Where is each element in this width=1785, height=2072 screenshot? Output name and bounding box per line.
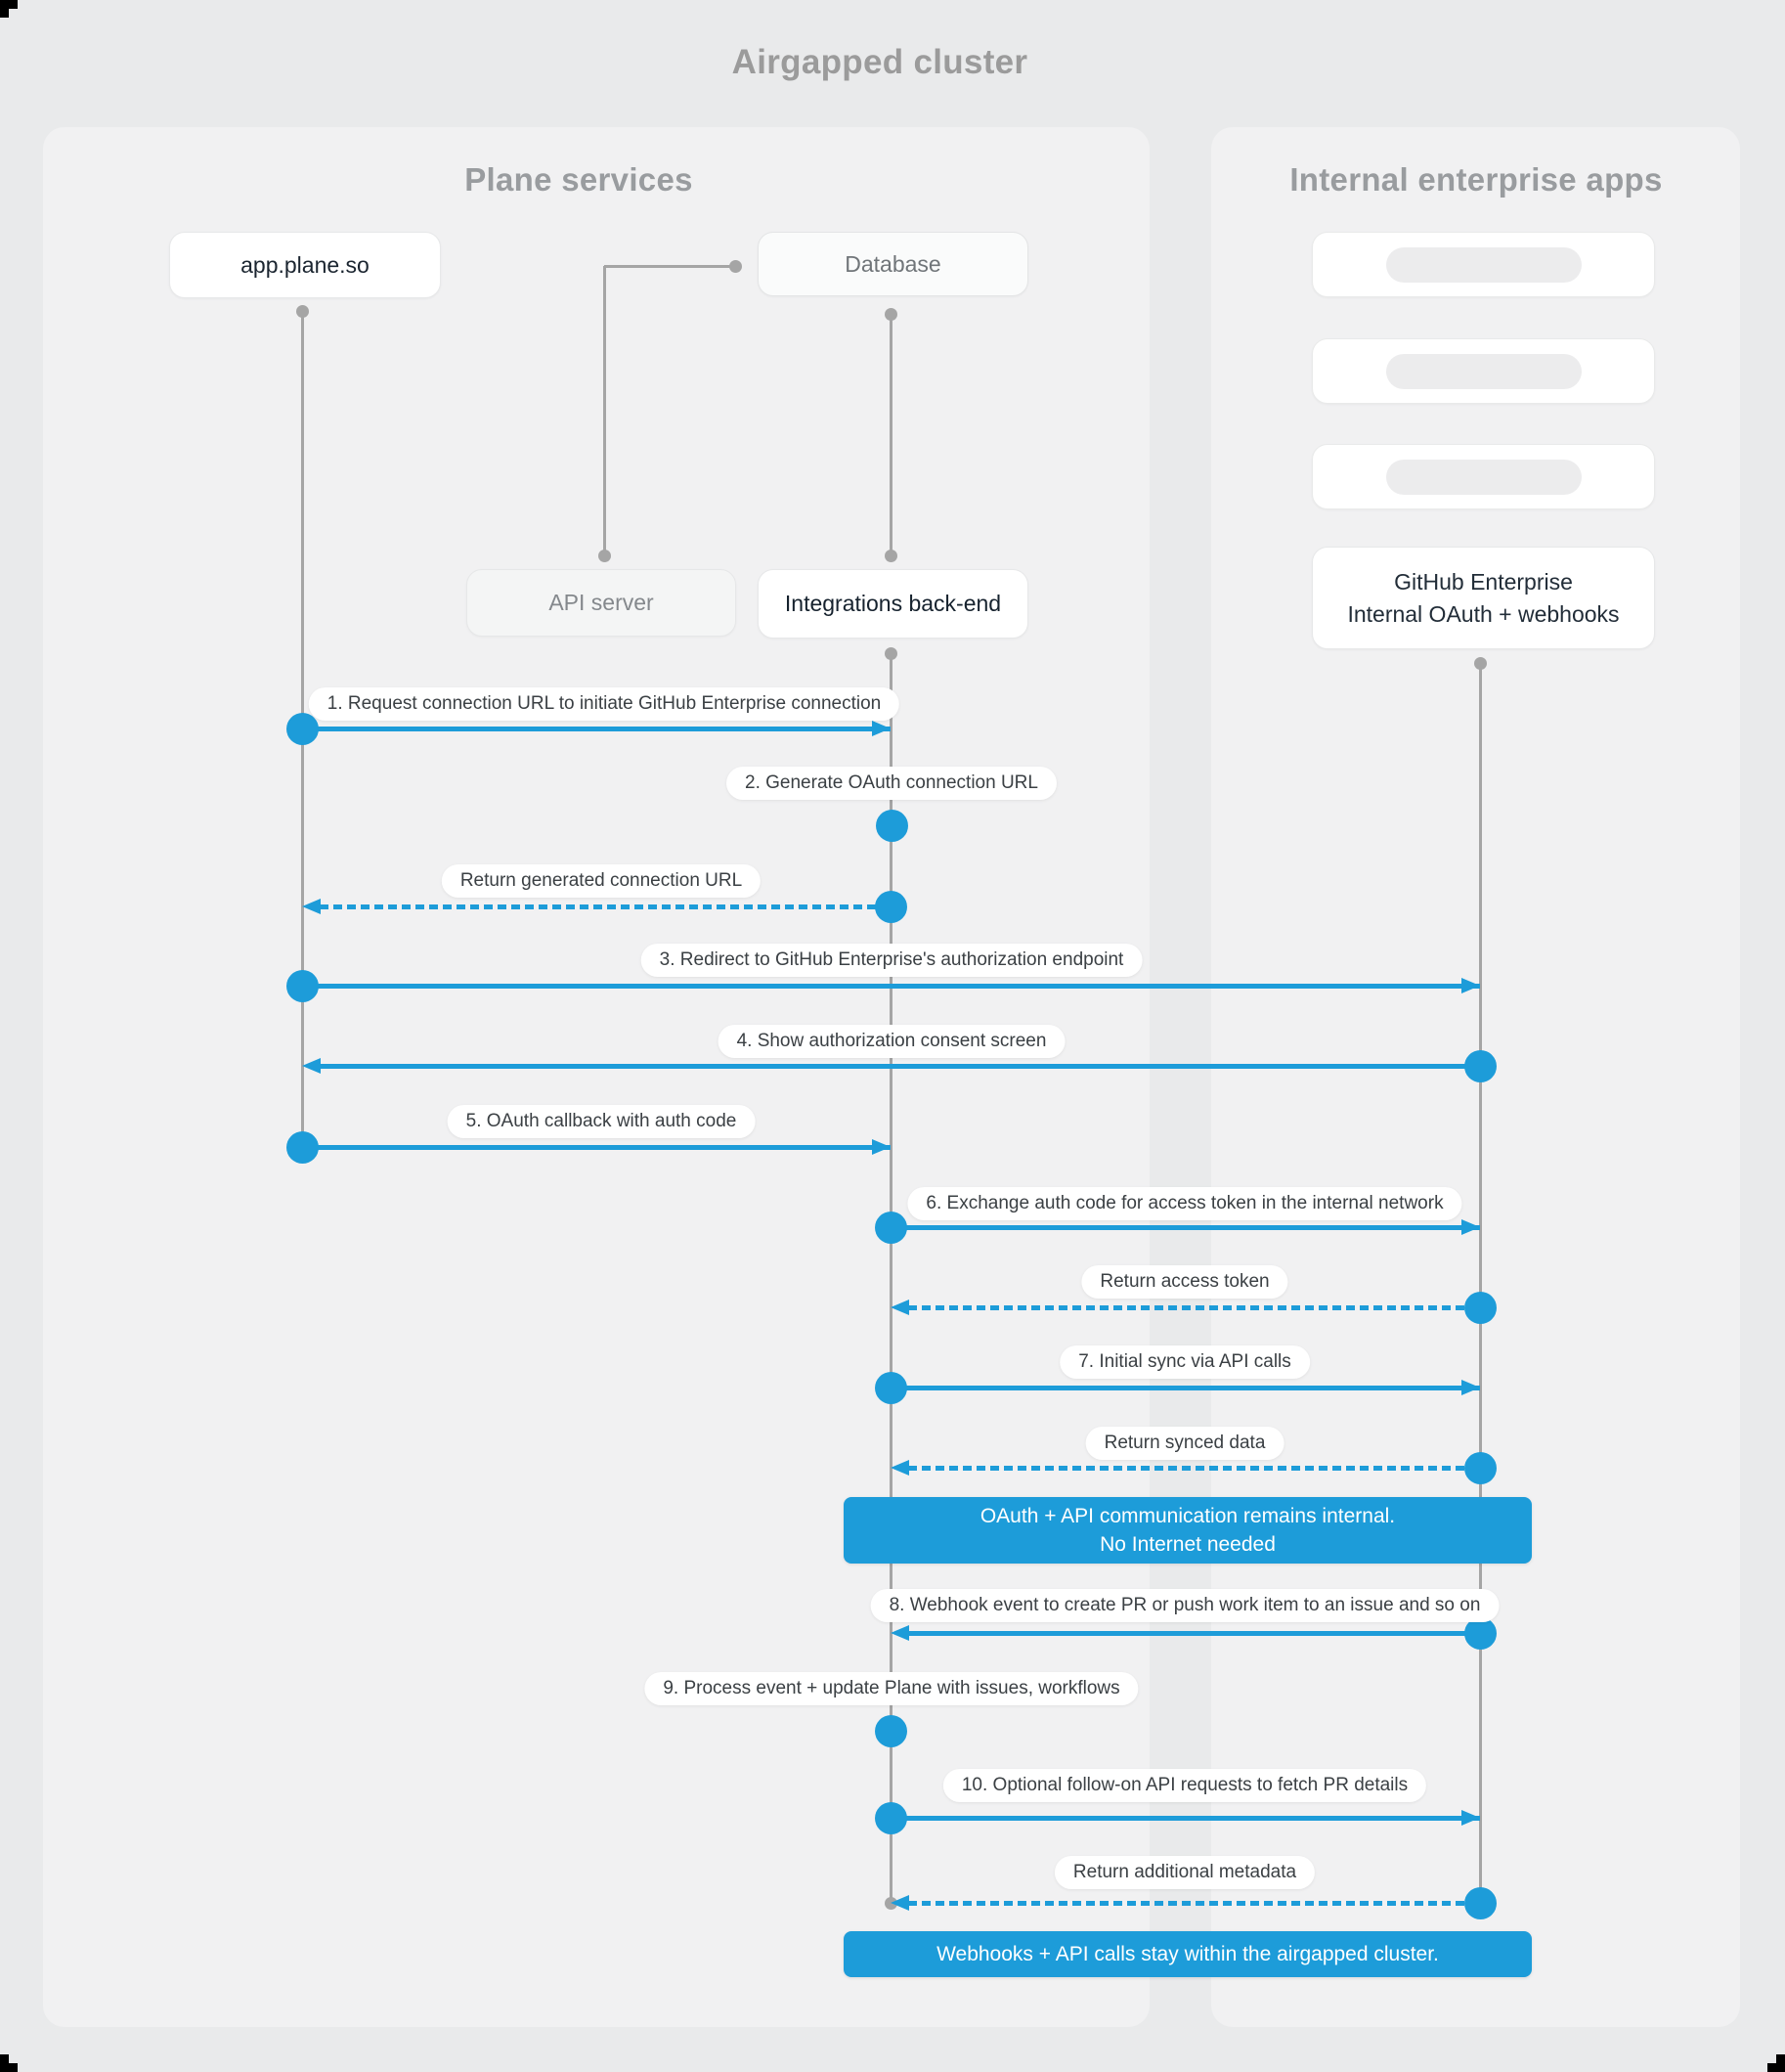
internal-app-placeholder-1 <box>1312 232 1655 297</box>
message-label-8: 8. Webhook event to create PR or push work item to an issue and so on <box>871 1589 1500 1622</box>
arrowhead-right-icon <box>1461 1380 1480 1395</box>
message-origin-dot <box>286 713 319 745</box>
return-arrow-1 <box>320 904 891 909</box>
message-origin-dot <box>286 970 319 1002</box>
return-arrow-3 <box>908 1466 1480 1471</box>
message-label-1: 1. Request connection URL to initiate GitHub Enterprise connection <box>309 687 899 721</box>
arrow-6 <box>891 1225 1480 1230</box>
arrow-3 <box>302 984 1480 989</box>
note-line1: OAuth + API communication remains internal. <box>980 1505 1396 1527</box>
actor-label: app.plane.so <box>240 251 370 278</box>
actor-label: API server <box>548 590 654 615</box>
github-lifeline <box>1479 663 1482 1903</box>
message-origin-dot <box>875 1212 907 1244</box>
corner-artifact-bottom-right <box>1767 2054 1785 2072</box>
arrowhead-left-icon <box>891 1895 909 1911</box>
arrowhead-right-icon <box>872 721 891 736</box>
corner-artifact-top-left <box>0 0 18 18</box>
actor-label-line1: GitHub Enterprise <box>1394 568 1573 595</box>
return-label-3: Return synced data <box>1086 1427 1284 1460</box>
connector-dot <box>729 260 742 273</box>
arrow-4 <box>320 1064 1480 1069</box>
message-label-6: 6. Exchange auth code for access token in the internal network <box>907 1187 1461 1220</box>
placeholder-pill <box>1386 354 1582 389</box>
lifeline-dot <box>296 305 309 318</box>
arrowhead-left-icon <box>891 1460 909 1476</box>
message-label-9: 9. Process event + update Plane with issues, workflows <box>644 1672 1138 1705</box>
message-self-dot <box>876 810 908 842</box>
message-label-5: 5. OAuth callback with auth code <box>448 1105 756 1138</box>
message-origin-dot <box>1464 1452 1497 1484</box>
diagram-title: Airgapped cluster <box>731 43 1028 81</box>
arrowhead-right-icon <box>872 1139 891 1155</box>
actor-app-plane-so <box>169 232 441 298</box>
api-server-connector-horizontal <box>604 265 735 268</box>
message-label-4: 4. Show authorization consent screen <box>718 1025 1066 1058</box>
message-label-3: 3. Redirect to GitHub Enterprise's authorization endpoint <box>641 944 1143 977</box>
arrowhead-right-icon <box>1461 1810 1480 1826</box>
message-self-dot <box>875 1715 907 1747</box>
return-arrow-2 <box>908 1305 1480 1310</box>
database-lifeline <box>890 314 892 555</box>
internal-communication-note <box>844 1497 1532 1564</box>
connector-dot <box>598 550 611 562</box>
arrowhead-left-icon <box>891 1625 909 1641</box>
lifeline-dot <box>885 308 897 321</box>
arrow-10 <box>891 1816 1480 1821</box>
message-label-7: 7. Initial sync via API calls <box>1060 1345 1310 1379</box>
actor-api-server <box>466 569 736 637</box>
lifeline-dot <box>885 647 897 660</box>
arrowhead-right-icon <box>1461 978 1480 993</box>
arrow-5 <box>302 1145 891 1150</box>
plane-services-panel <box>43 127 1150 2027</box>
return-label-2: Return access token <box>1081 1265 1287 1299</box>
arrowhead-right-icon <box>1461 1219 1480 1235</box>
actor-database <box>758 232 1028 296</box>
return-label-1: Return generated connection URL <box>442 864 761 898</box>
return-arrow-4 <box>908 1901 1480 1906</box>
corner-artifact-bottom-left <box>0 2054 18 2072</box>
message-origin-dot <box>875 891 907 923</box>
actor-label: Integrations back-end <box>784 591 1002 616</box>
arrowhead-left-icon <box>302 1058 321 1074</box>
message-origin-dot <box>1464 1050 1497 1082</box>
message-origin-dot <box>1464 1887 1497 1919</box>
internal-app-placeholder-2 <box>1312 338 1655 404</box>
arrow-1 <box>302 727 891 731</box>
lifeline-dot <box>885 550 897 562</box>
arrowhead-left-icon <box>302 899 321 914</box>
message-label-2: 2. Generate OAuth connection URL <box>726 767 1057 800</box>
api-server-connector-vertical <box>603 266 606 555</box>
arrow-7 <box>891 1386 1480 1390</box>
message-origin-dot <box>1464 1292 1497 1324</box>
message-origin-dot <box>286 1131 319 1164</box>
placeholder-pill <box>1386 460 1582 495</box>
actor-integrations-backend <box>758 569 1028 639</box>
actor-label: Database <box>845 250 941 277</box>
airgapped-note: Webhooks + API calls stay within the airgapped cluster. <box>844 1931 1532 1977</box>
actor-github-enterprise <box>1312 547 1655 649</box>
arrow-8 <box>908 1631 1480 1636</box>
actor-label-line2: Internal OAuth + webhooks <box>1347 600 1620 627</box>
internal-app-placeholder-3 <box>1312 444 1655 509</box>
lifeline-dot <box>1474 657 1487 670</box>
message-label-10: 10. Optional follow-on API requests to fetch PR details <box>943 1769 1426 1802</box>
message-origin-dot <box>875 1802 907 1834</box>
plane-services-panel-title: Plane services <box>464 161 693 198</box>
arrowhead-left-icon <box>891 1300 909 1315</box>
message-origin-dot <box>875 1372 907 1404</box>
internal-apps-panel-title: Internal enterprise apps <box>1289 161 1663 198</box>
note-line2: No Internet needed <box>1100 1533 1276 1556</box>
placeholder-pill <box>1386 247 1582 283</box>
return-label-4: Return additional metadata <box>1055 1856 1315 1889</box>
